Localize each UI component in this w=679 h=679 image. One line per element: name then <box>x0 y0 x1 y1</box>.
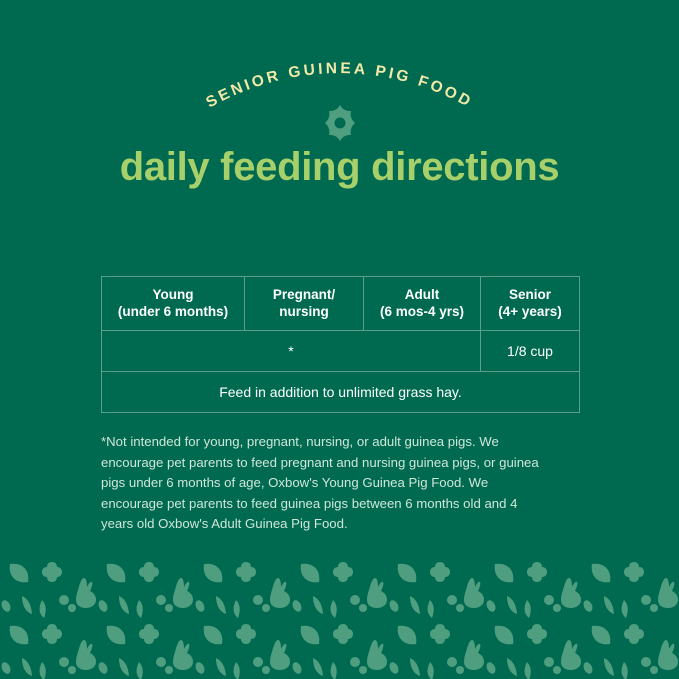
header-line-1: Senior <box>508 287 551 302</box>
floral-rosette-icon <box>319 102 361 144</box>
header-line-2: (under 6 months) <box>117 304 229 319</box>
header-line-2: (4+ years) <box>498 304 562 319</box>
page-title: daily feeding directions <box>119 145 560 189</box>
feeding-table-wrapper <box>101 276 579 413</box>
botanical-pattern-icon <box>0 556 679 679</box>
cell-hay-note: Feed in addition to unlimited grass hay. <box>102 372 580 413</box>
header-line-1: Young <box>152 287 194 302</box>
table-header-pregnant-nursing <box>245 277 364 331</box>
header-line-1: Pregnant/ <box>272 287 336 302</box>
cell-senior-amount: 1/8 cup <box>481 331 580 372</box>
header-line-2: (6 mos-4 yrs) <box>379 304 465 319</box>
eyebrow-text: SENIOR GUINEA PIG FOOD <box>203 60 476 112</box>
cell-not-recommended: * <box>102 331 481 372</box>
disclaimer-text: *Not intended for young, pregnant, nursing, or adult guinea pigs. We encourage pet parents to feed pregnant and nursing guinea pigs, or guinea pigs under 6 months of age, Oxbow's Young Guinea Pig Food. We encourage pet parents to feed guinea pigs between 6 months old and 4 years old Oxbow's Adult Guinea Pig Food. <box>101 434 539 531</box>
table-header-row <box>102 277 580 331</box>
table-header-adult <box>364 277 481 331</box>
header-line-2: nursing <box>279 304 329 319</box>
table-header-senior <box>481 277 580 331</box>
feeding-table <box>101 276 580 413</box>
decorative-pattern-band <box>0 556 679 679</box>
header-line-1: Adult <box>404 287 440 302</box>
table-header-young <box>102 277 245 331</box>
table-row <box>102 331 580 372</box>
table-row <box>102 372 580 413</box>
